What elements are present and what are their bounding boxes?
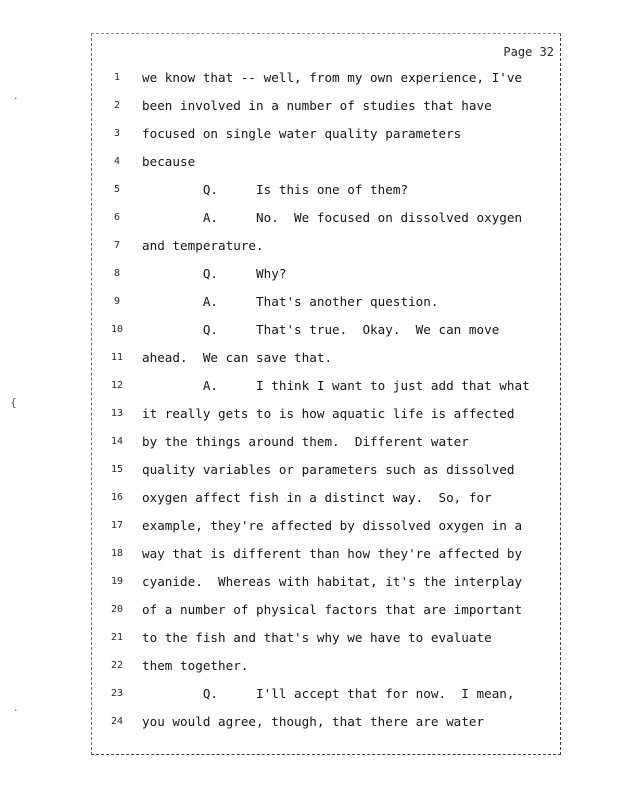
transcript-line: A. That's another question.: [142, 294, 439, 309]
transcript-line: focused on single water quality parameters: [142, 126, 462, 141]
line-number: 21: [110, 632, 124, 643]
line-number: 6: [113, 212, 121, 223]
transcript-line: by the things around them. Different water: [142, 434, 469, 449]
transcript-line: quality variables or parameters such as dissolved: [142, 462, 515, 477]
margin-mark-bottom: ·: [14, 704, 18, 717]
transcript-line: you would agree, though, that there are water: [142, 714, 485, 729]
transcript-line: example, they're affected by dissolved oxygen in a: [142, 518, 523, 533]
line-number: 16: [110, 492, 124, 503]
line-number: 8: [113, 268, 121, 279]
transcript-line: way that is different than how they're affected by: [142, 546, 523, 561]
line-number: 20: [110, 604, 124, 615]
line-number: 3: [113, 128, 121, 139]
line-number: 5: [113, 184, 121, 195]
transcript-line: we know that -- well, from my own experience, I've: [142, 70, 523, 85]
line-number: 2: [113, 100, 121, 111]
line-number: 22: [110, 660, 124, 671]
line-number: 13: [110, 408, 124, 419]
line-number: 4: [113, 156, 121, 167]
transcript-line: ahead. We can save that.: [142, 350, 333, 365]
line-number: 10: [110, 324, 124, 335]
margin-mark-top: ·: [14, 92, 18, 105]
transcript-line: Q. Why?: [142, 266, 287, 281]
transcript-line: cyanide. Whereas with habitat, it's the interplay: [142, 574, 523, 589]
transcript-line: oxygen affect fish in a distinct way. So, for: [142, 490, 492, 505]
line-number: 15: [110, 464, 124, 475]
transcript-line: Q. Is this one of them?: [142, 182, 409, 197]
transcript-line: to the fish and that's why we have to evaluate: [142, 630, 492, 645]
line-number: 9: [113, 296, 121, 307]
transcript-line: Q. I'll accept that for now. I mean,: [142, 686, 515, 701]
transcript-line: A. No. We focused on dissolved oxygen: [142, 210, 523, 225]
line-number: 11: [110, 352, 124, 363]
transcript-line: Q. That's true. Okay. We can move: [142, 322, 500, 337]
page-number: Page 32: [503, 45, 554, 59]
margin-mark-middle: {: [10, 396, 17, 409]
transcript-line: and temperature.: [142, 238, 264, 253]
transcript-line: because: [142, 154, 196, 169]
line-number: 19: [110, 576, 124, 587]
transcript-line: A. I think I want to just add that what: [142, 378, 530, 393]
transcript-page: [91, 33, 561, 755]
line-number: 24: [110, 716, 124, 727]
line-number: 23: [110, 688, 124, 699]
line-number: 1: [113, 72, 121, 83]
transcript-line: of a number of physical factors that are important: [142, 602, 523, 617]
transcript-line: it really gets to is how aquatic life is affected: [142, 406, 515, 421]
line-number: 17: [110, 520, 124, 531]
line-number: 12: [110, 380, 124, 391]
transcript-line: been involved in a number of studies that have: [142, 98, 492, 113]
transcript-line: them together.: [142, 658, 249, 673]
line-number: 7: [113, 240, 121, 251]
line-number: 18: [110, 548, 124, 559]
line-number: 14: [110, 436, 124, 447]
